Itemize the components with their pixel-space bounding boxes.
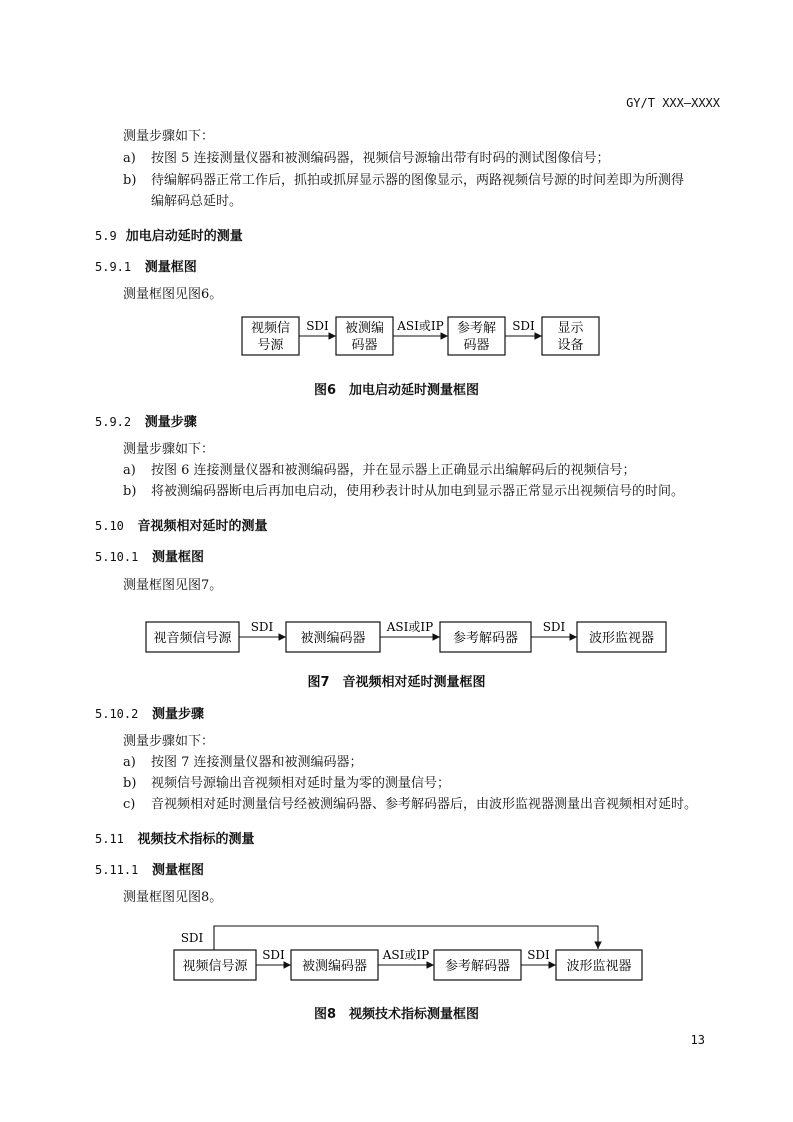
box-label: 码器 (463, 338, 490, 353)
figure-reference: 测量框图见图6。 (123, 287, 223, 302)
step-text: 按图 6 连接测量仪器和被测编码器，并在显示器上正确显示出编解码后的视频信号； (151, 463, 636, 478)
box-label: 视频信号源 (182, 959, 248, 974)
section-number: 5.10 (95, 519, 124, 533)
box-label: 参考解码器 (444, 959, 511, 974)
step-item (123, 796, 697, 814)
step-marker: c) (123, 797, 136, 812)
figure-reference: 测量框图见图8。 (123, 890, 223, 905)
section-title: 视频技术指标的测量 (137, 832, 255, 847)
step-text-continued: 编解码总延时。 (151, 194, 243, 209)
figure-7-diagram (140, 615, 674, 660)
section-number: 5.11.1 (95, 863, 139, 877)
step-text: 按图 7 连接测量仪器和被测编码器； (151, 755, 363, 770)
figure-7-caption: 图7 音视频相对延时测量框图 (307, 675, 486, 690)
section-number: 5.9.2 (95, 415, 132, 429)
steps-intro: 测量步骤如下： (123, 734, 215, 749)
steps-intro: 测量步骤如下： (123, 129, 215, 144)
document-code: GY/T XXX—XXXX (626, 96, 720, 110)
step-item (123, 483, 684, 501)
link-label: SDI (250, 620, 274, 634)
step-text: 音视频相对延时测量信号经被测编码器、参考解码器后，由波形监视器测量出音视频相对延时。 (151, 797, 698, 812)
section-title: 音视频相对延时的测量 (137, 519, 268, 534)
section-title: 加电启动延时的测量 (125, 229, 243, 244)
figure-6-caption: 图6 加电启动延时测量框图 (313, 383, 480, 398)
box-label: 号源 (257, 338, 284, 353)
step-item (123, 150, 610, 168)
bypass-label: SDI (180, 931, 204, 945)
box-label: 视频信 (250, 321, 291, 336)
link-label: ASI或IP (386, 620, 434, 634)
section-title: 测量框图 (151, 550, 204, 565)
box-label: 视音频信号源 (153, 631, 232, 646)
step-marker: a) (123, 151, 136, 166)
step-marker: b) (123, 173, 137, 188)
section-number: 5.11 (95, 832, 124, 846)
box-label: 被测编码器 (300, 631, 366, 646)
subsection-heading (95, 256, 197, 275)
step-text: 将被测编码器断电后再加电启动，使用秒表计时从加电到显示器正常显示出视频信号的时间。 (151, 484, 685, 499)
steps-intro: 测量步骤如下： (123, 442, 215, 457)
section-number: 5.10.2 (95, 707, 139, 721)
link-label: ASI或IP (382, 948, 430, 962)
step-marker: a) (123, 755, 136, 770)
box-label: 波形监视器 (588, 631, 655, 646)
step-item (123, 172, 684, 190)
link-label: SDI (527, 948, 550, 962)
box-label: 被测编码器 (301, 959, 368, 974)
step-item (123, 462, 636, 480)
box-label: 被测编 (344, 321, 385, 336)
step-text: 按图 5 连接测量仪器和被测编码器，视频信号源输出带有时码的测试图像信号； (151, 151, 610, 166)
box-label: 显示 (557, 321, 584, 336)
box-label: 码器 (351, 338, 378, 353)
box-label: 参考解码器 (452, 631, 519, 646)
section-heading (95, 515, 268, 534)
subsection-heading (95, 859, 204, 878)
step-text: 待编解码器正常工作后，抓拍或抓屏显示器的图像显示，两路视频信号源的时间差即为所测得 (151, 173, 685, 188)
section-title: 测量框图 (144, 260, 197, 275)
step-marker: b) (123, 484, 137, 499)
section-number: 5.9 (95, 229, 117, 243)
subsection-heading (95, 703, 204, 722)
step-item (123, 754, 363, 772)
section-title: 测量步骤 (144, 415, 197, 430)
figure-8-caption: 图8 视频技术指标测量框图 (313, 1007, 480, 1022)
link-label: SDI (262, 948, 285, 962)
box-label: 波形监视器 (566, 959, 632, 974)
figure-8-diagram (170, 920, 650, 984)
box-label: 参考解 (456, 321, 497, 336)
section-title: 测量框图 (151, 863, 204, 878)
step-item (123, 775, 450, 793)
link-label: SDI (512, 319, 535, 333)
figure-reference: 测量框图见图7。 (123, 578, 223, 593)
section-title: 测量步骤 (151, 707, 204, 722)
figure-6-diagram (236, 312, 606, 360)
section-heading (95, 225, 243, 244)
subsection-heading (95, 546, 204, 565)
step-marker: a) (123, 463, 136, 478)
section-number: 5.10.1 (95, 550, 139, 564)
subsection-heading (95, 411, 197, 430)
link-label: SDI (306, 319, 329, 333)
step-marker: b) (123, 776, 137, 791)
box-label: 设备 (557, 338, 584, 353)
step-text: 视频信号源输出音视频相对延时量为零的测量信号； (151, 776, 451, 791)
page-number: 13 (690, 1033, 705, 1047)
section-number: 5.9.1 (95, 260, 132, 274)
section-heading (95, 828, 255, 847)
link-label: SDI (542, 620, 566, 634)
link-label: ASI或IP (397, 319, 444, 333)
